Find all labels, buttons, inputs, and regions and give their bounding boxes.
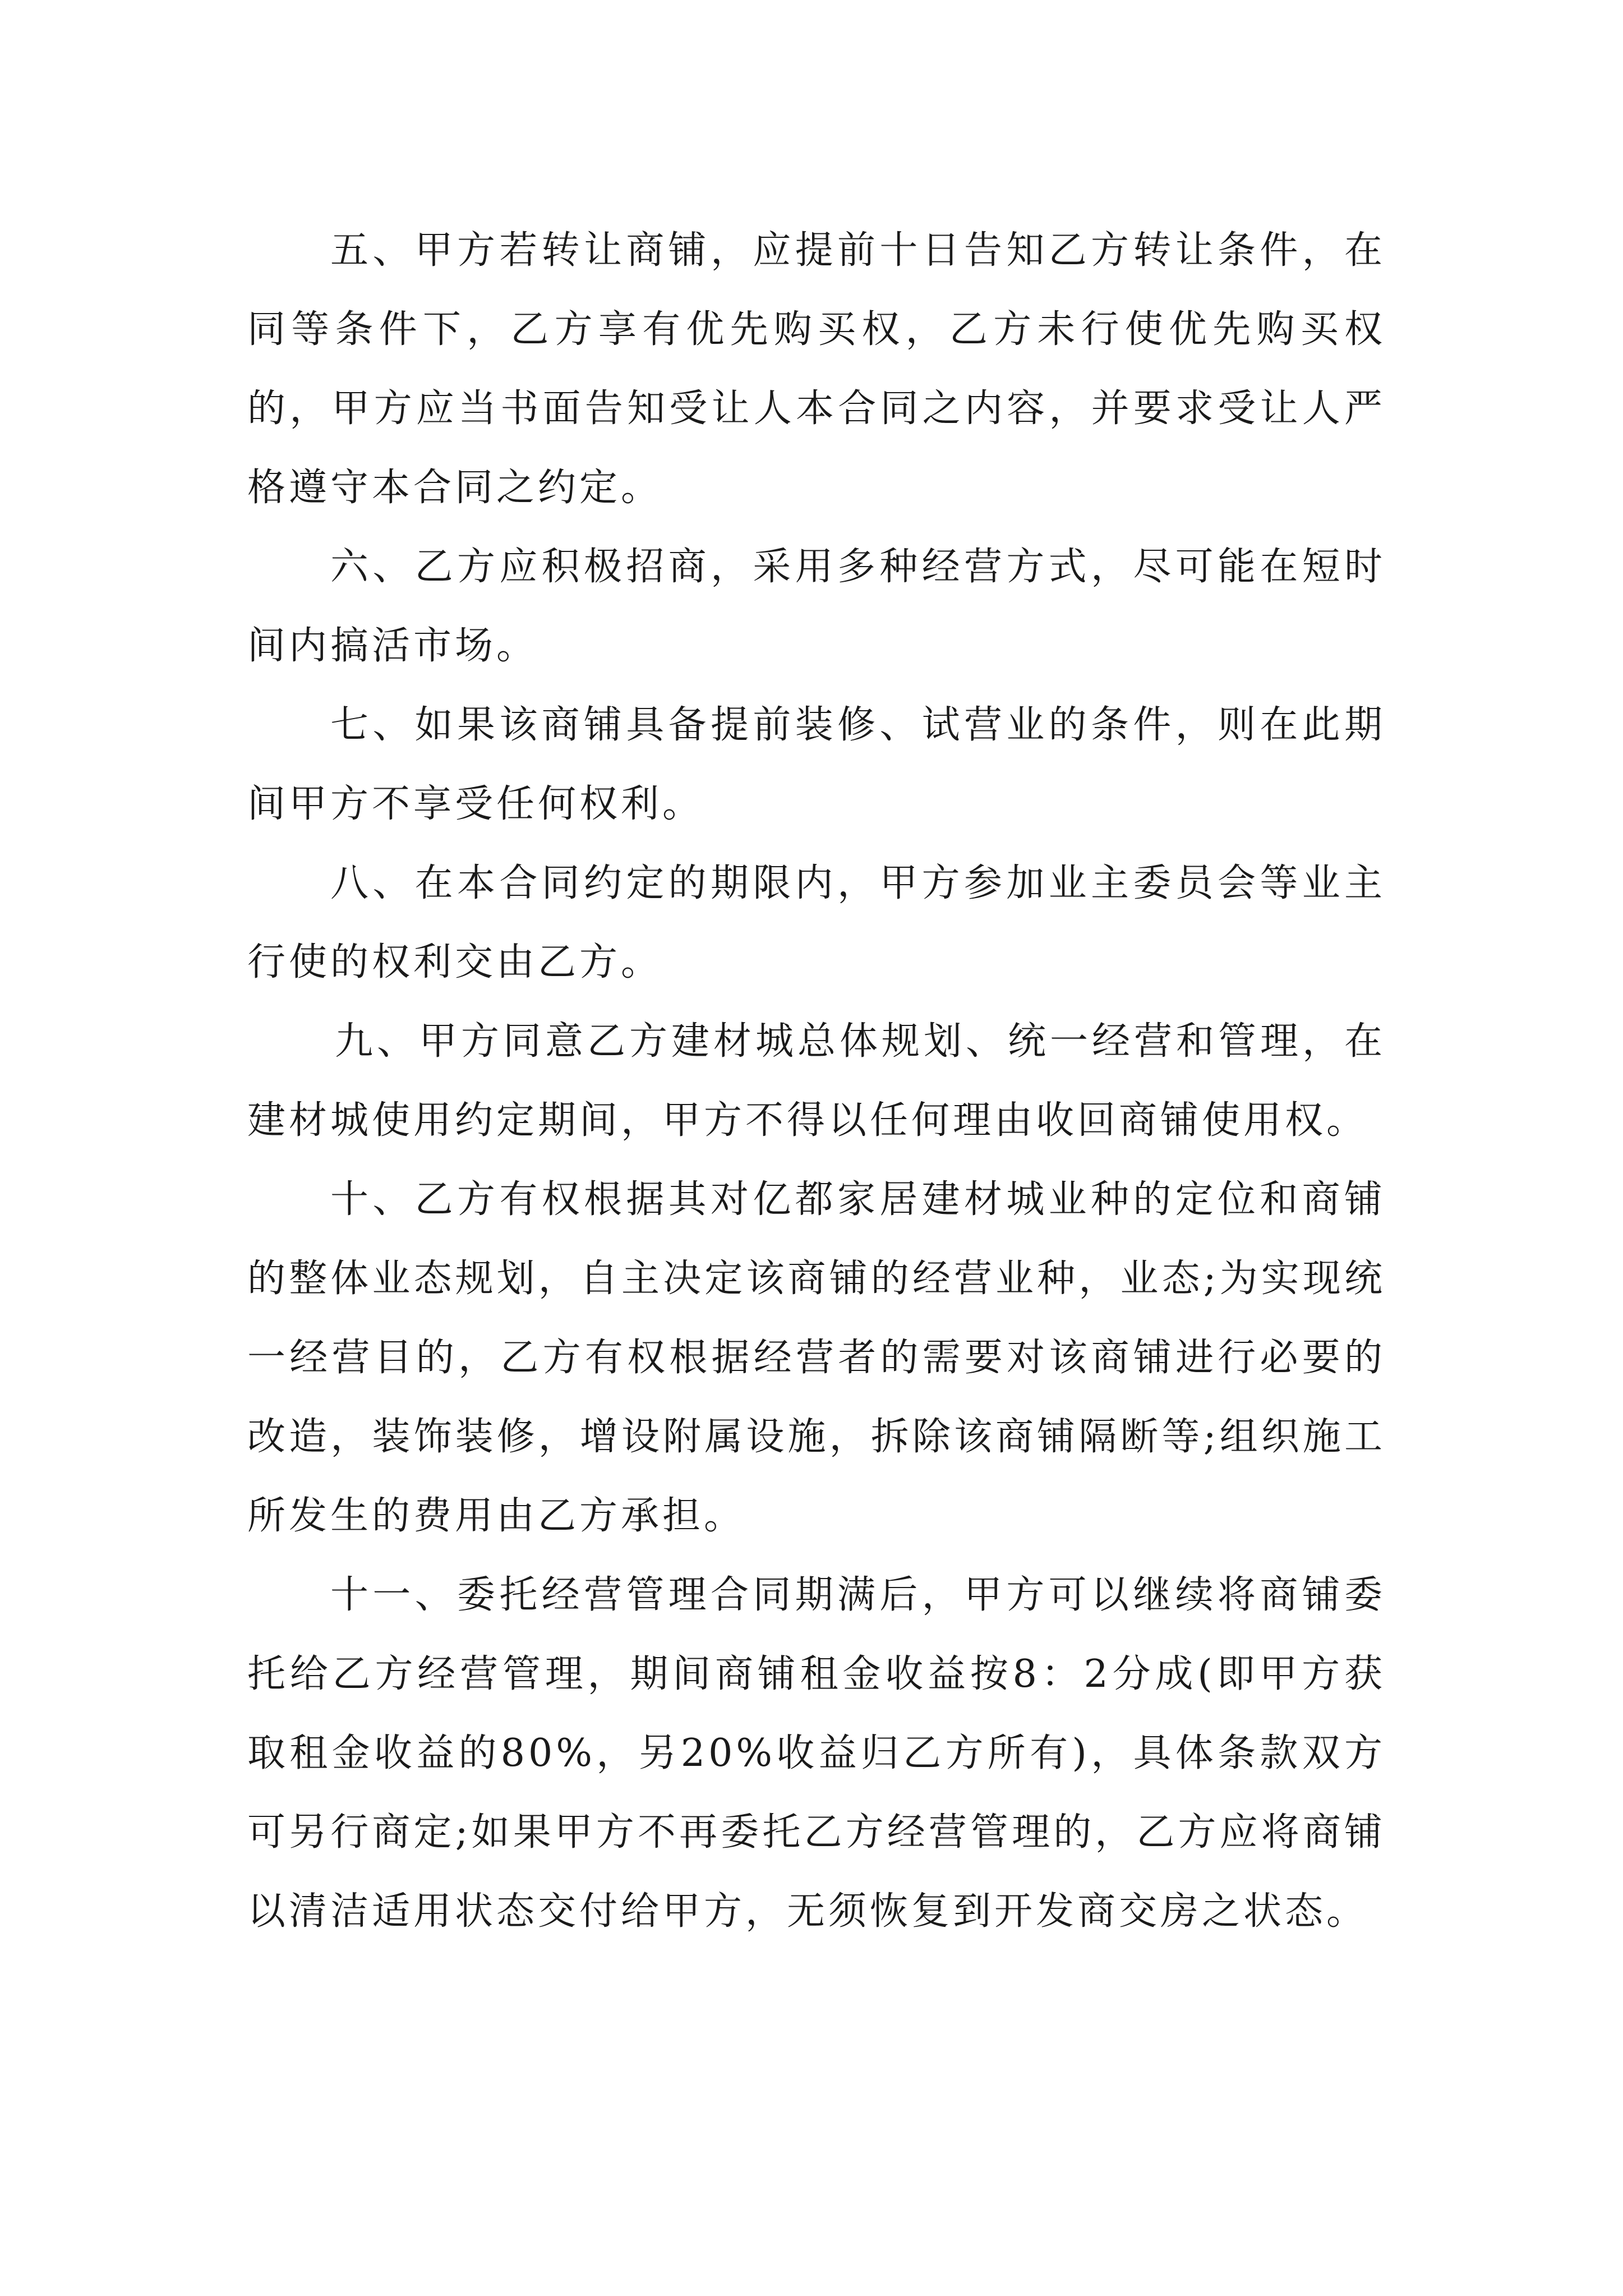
clause-eleven: 十一、委托经营管理合同期满后，甲方可以继续将商铺委托给乙方经营管理，期间商铺租金收益按8：2分成(即甲方获取租金收益的80%，另20%收益归乙方所有)，具体条款双方可另行商定;如果甲方不再委托乙方经营管理的，乙方应将商铺以清洁适用状态交付给甲方，无须恢复到开发商交房之状态。 [247,1573,1386,1934]
clause-nine: 九、甲方同意乙方建材城总体规划、统一经营和管理，在建材城使用约定期间，甲方不得以任何理由收回商铺使用权。 [247,1019,1386,1143]
clause-seven: 七、如果该商铺具备提前装修、试营业的条件，则在此期间甲方不享受任何权利。 [247,703,1386,826]
clause-eight: 八、在本合同约定的期限内，甲方参加业主委员会等业主行使的权利交由乙方。 [247,861,1386,984]
clause-ten: 十、乙方有权根据其对亿都家居建材城业种的定位和商铺的整体业态规划，自主决定该商铺的经营业种，业态;为实现统一经营目的，乙方有权根据经营者的需要对该商铺进行必要的改造，装饰装修，增设附属设施，拆除该商铺隔断等;组织施工所发生的费用由乙方承担。 [247,1177,1386,1538]
document-body [247,211,1386,1951]
clause-six: 六、乙方应积极招商，采用多种经营方式，尽可能在短时间内搞活市场。 [247,545,1386,668]
clause-five: 五、甲方若转让商铺，应提前十日告知乙方转让条件，在同等条件下，乙方享有优先购买权，乙方未行使优先购买权的，甲方应当书面告知受让人本合同之内容，并要求受让人严格遵守本合同之约定。 [247,228,1386,510]
